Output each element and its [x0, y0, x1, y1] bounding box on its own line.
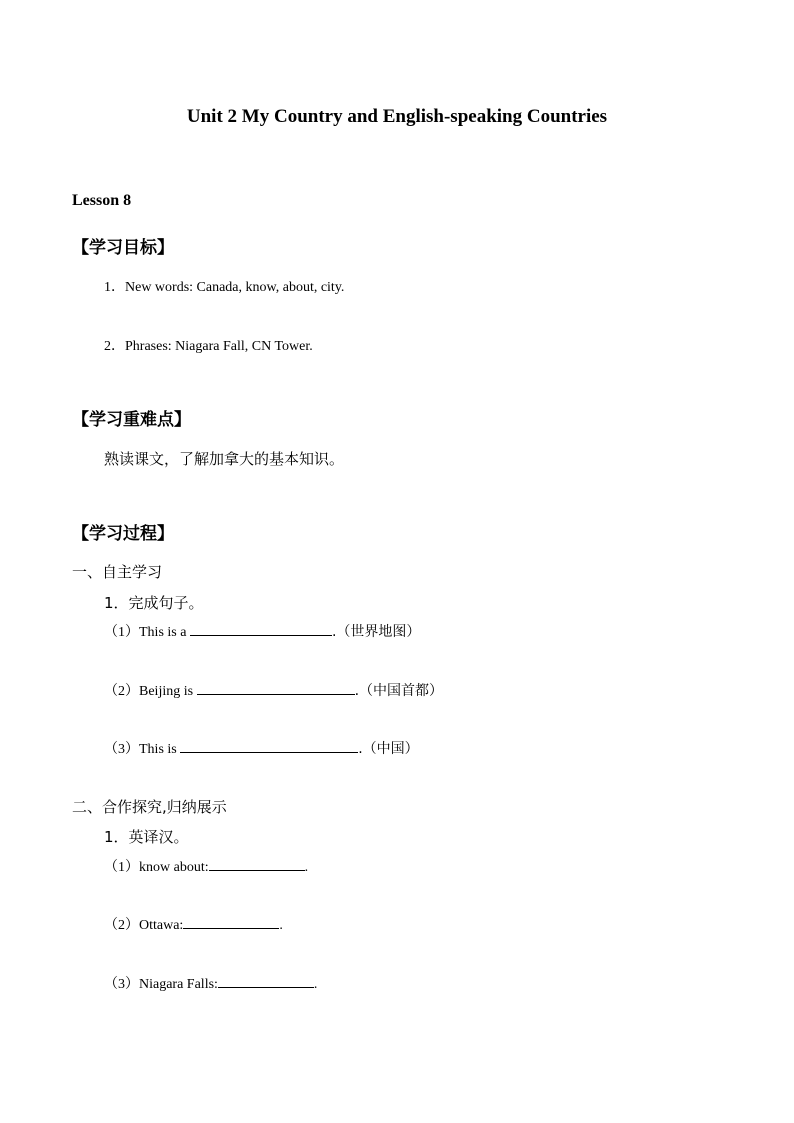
objective-item: 2．Phrases: Niagara Fall, CN Tower. [104, 339, 313, 354]
process-heading: 【学习过程】 [72, 524, 174, 544]
answer-blank[interactable] [183, 914, 279, 929]
section-title-cooperation: 二、合作探究,归纳展示 [72, 798, 227, 816]
answer-blank[interactable] [209, 856, 305, 871]
task-translate: 1．英译汉。 [104, 828, 189, 846]
fill-sentence-3: （3）This is .（中国） [104, 738, 419, 758]
translate-item-2: （2）Ottawa: . [104, 914, 283, 934]
page-title: Unit 2 My Country and English-speaking Countries [186, 106, 608, 127]
key-points-heading: 【学习重难点】 [72, 410, 191, 430]
translate-item-1: （1）know about: . [104, 856, 308, 876]
objective-item: 1．New words: Canada, know, about, city. [104, 280, 345, 295]
fill-sentence-2: （2）Beijing is .（中国首都） [104, 680, 443, 700]
task-complete-sentences: 1．完成句子。 [104, 594, 204, 612]
section-title-self-study: 一、自主学习 [72, 563, 163, 581]
translate-item-3: （3）Niagara Falls: . [104, 973, 317, 993]
lesson-label: Lesson 8 [72, 192, 132, 209]
objectives-heading: 【学习目标】 [72, 238, 174, 258]
answer-blank[interactable] [197, 680, 355, 695]
answer-blank[interactable] [190, 621, 332, 636]
fill-sentence-1: （1）This is a .（世界地图） [104, 621, 420, 641]
answer-blank[interactable] [180, 738, 358, 753]
key-points-text: 熟读课文，了解加拿大的基本知识。 [104, 450, 345, 468]
answer-blank[interactable] [218, 973, 314, 988]
